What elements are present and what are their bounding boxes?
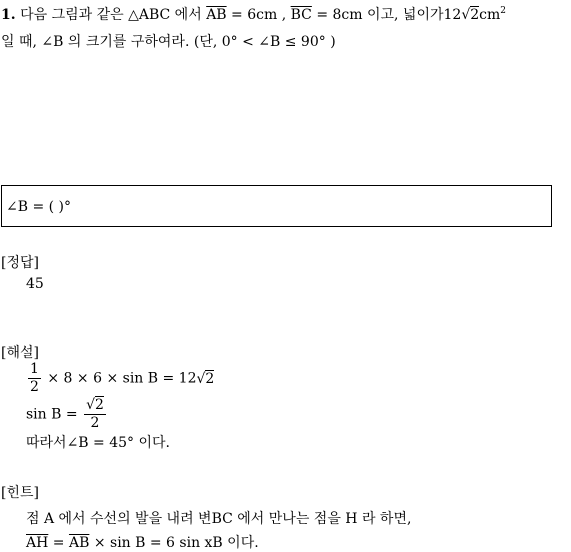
segment-ab-hint: $\overline{AB}$ [68,535,90,551]
solution-expression-2: sin B = [26,406,83,423]
segment-ab: $\overline{AB}$ [206,7,227,23]
solution-line-1 [26,361,214,396]
fraction-one-half: $\frac{1}{2}$ [30,361,39,395]
hint-equals: = [48,535,69,551]
hint-label: [힌트] [1,485,39,501]
answer-box-text: ∠B = ( )° [6,199,72,215]
answer-input-box[interactable] [1,185,552,227]
problem-number: 1. [1,7,16,23]
segment-ah: $\overline{AH}$ [26,535,49,551]
problem-text-eq2: = 8cm 이고, 넓이가12 [311,7,462,23]
fraction-root2-over-2: $\frac{√2}{2}$ [86,397,104,431]
solution-expression-1: × 8 × 6 × sin B = 12 [42,370,197,387]
unit-exponent: 2 [500,6,507,16]
problem-text-pre: 다음 그림과 같은 △ABC 에서 [20,7,207,23]
answer-value: 45 [26,276,44,292]
hint-expression: × sin B = 6 sin xB 이다. [89,535,259,551]
hint-line-2 [26,532,259,552]
solution-line-2 [26,397,108,432]
answer-label: [정답] [1,255,39,271]
solution-label: [해설] [1,345,39,361]
sqrt-expression: √2 [461,7,480,23]
problem-line-1 [1,4,506,24]
solution-line-3: 따라서∠B = 45° 이다. [26,435,170,451]
segment-bc: $\overline{BC}$ [290,7,312,23]
sqrt-expression: √2 [196,370,215,387]
problem-text-eq1: = 6cm , [226,7,291,23]
hint-line-1: 점 A 에서 수선의 발을 내려 변BC 에서 만나는 점을 H 라 하면, [26,511,412,527]
area-unit: cm [479,7,501,23]
problem-line-2: 일 때, ∠B 의 크기를 구하여라. (단, 0° < ∠B ≤ 90° ) [1,34,336,50]
